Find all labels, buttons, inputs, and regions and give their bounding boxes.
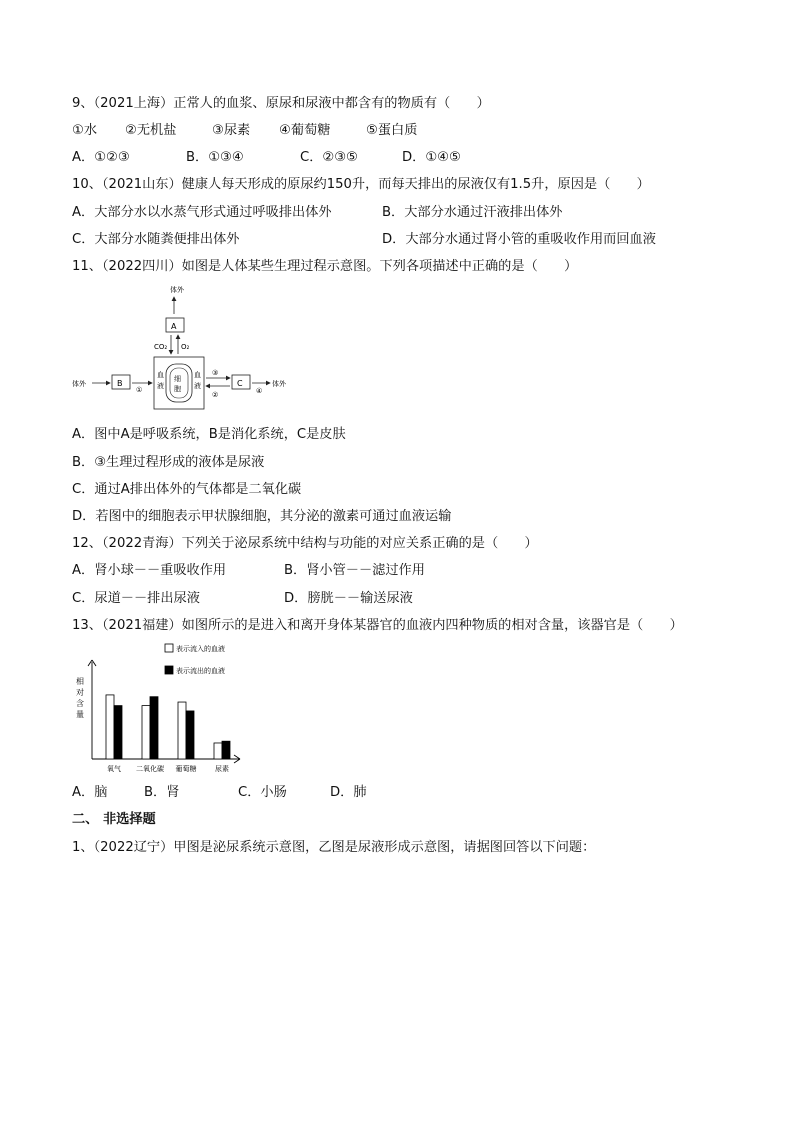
bar-inflow-1: [142, 706, 150, 759]
o2-label: O₂: [181, 343, 190, 351]
q9-option-d[interactable]: D．①④⑤: [402, 150, 461, 165]
q9-item-2: ②无机盐: [125, 123, 177, 138]
cell-char-1: 细: [174, 375, 181, 383]
x-tick-label: 葡萄糖: [175, 765, 197, 773]
q10-stem: 10、（2021山东）健康人每天形成的原尿约150升，而每天排出的尿液仅有1.5升，原因是（ ）: [72, 177, 650, 192]
q10-option-c[interactable]: C．大部分水随粪便排出体外: [72, 232, 240, 247]
cell-char-2: 胞: [174, 385, 181, 393]
y-label-char: 相: [76, 677, 84, 686]
bar-outflow-2: [186, 711, 194, 759]
y-axis-label: [76, 676, 84, 719]
co2-label: CO₂: [154, 343, 168, 351]
bar-outflow-3: [222, 741, 230, 759]
blood-right-1: 血: [194, 371, 201, 379]
blood-right-2: 液: [194, 382, 201, 390]
x-tick-label: 二氧化碳: [136, 765, 164, 773]
bar-inflow-3: [214, 743, 222, 759]
blood-content-bar-chart: [70, 640, 260, 775]
q11-option-d[interactable]: D．若图中的细胞表示甲状腺细胞，其分泌的激素可通过血液运输: [72, 509, 452, 524]
q12-option-b[interactable]: B．肾小管－－滤过作用: [284, 563, 425, 578]
num-1: ①: [136, 386, 143, 394]
q11-option-c[interactable]: C．通过A排出体外的气体都是二氧化碳: [72, 482, 302, 497]
q12-option-d[interactable]: D．膀胱－－输送尿液: [284, 591, 413, 606]
q-last-stem: 1、（2022辽宁）甲图是泌尿系统示意图，乙图是尿液形成示意图，请据图回答以下问题：: [72, 840, 596, 855]
q11-stem: 11、（2022四川）如图是人体某些生理过程示意图。下列各项描述中正确的是（ ）: [72, 259, 578, 274]
q9-stem: 9、（2021上海）正常人的血浆、原尿和尿液中都含有的物质有（ ）: [72, 96, 490, 111]
q13-stem: 13、（2021福建）如图所示的是进入和离开身体某器官的血液内四种物质的相对含量，该器官是（ ）: [72, 618, 683, 633]
q13-option-a[interactable]: A．脑: [72, 785, 108, 800]
q10-option-b[interactable]: B．大部分水通过汗液排出体外: [382, 205, 563, 220]
bar-outflow-1: [150, 697, 158, 759]
q11-option-a[interactable]: A．图中A是呼吸系统，B是消化系统，C是皮肤: [72, 427, 346, 442]
q9-item-1: ①水: [72, 123, 98, 138]
num-4: ④: [256, 387, 263, 395]
q12-option-c[interactable]: C．尿道－－排出尿液: [72, 591, 200, 606]
q9-item-5: ⑤蛋白质: [366, 123, 418, 138]
q10-option-d[interactable]: D．大部分水通过肾小管的重吸收作用而回血液: [382, 232, 656, 247]
blood-left-2: 液: [157, 382, 164, 390]
num-3: ③: [212, 369, 219, 377]
q9-item-3: ③尿素: [212, 123, 251, 138]
legend-swatch-inflow: [165, 644, 173, 652]
num-2: ②: [212, 391, 219, 399]
q9-option-a[interactable]: A．①②③: [72, 150, 130, 165]
bar-inflow-0: [106, 695, 114, 759]
outside-left-label: 体外: [72, 380, 86, 388]
legend-label-outflow: 表示流出的血液: [176, 667, 225, 675]
q11-option-b[interactable]: B．③生理过程形成的液体是尿液: [72, 455, 265, 470]
q13-option-b[interactable]: B．肾: [144, 785, 180, 800]
q12-stem: 12、（2022青海）下列关于泌尿系统中结构与功能的对应关系正确的是（ ）: [72, 536, 538, 551]
q13-option-c[interactable]: C．小肠: [238, 785, 287, 800]
q12-option-a[interactable]: A．肾小球－－重吸收作用: [72, 563, 227, 578]
y-label-char: 量: [76, 710, 84, 719]
box-a-label: A: [171, 322, 177, 331]
q9-option-c[interactable]: C．②③⑤: [300, 150, 358, 165]
box-c-label: C: [237, 379, 243, 388]
physiology-diagram: [70, 282, 300, 417]
q9-item-4: ④葡萄糖: [279, 123, 331, 138]
legend-label-inflow: 表示流入的血液: [176, 645, 225, 653]
q13-option-d[interactable]: D．肺: [330, 785, 367, 800]
y-label-char: 对: [76, 688, 84, 697]
x-tick-label: 尿素: [215, 765, 229, 773]
x-tick-label: 氧气: [107, 765, 121, 773]
outside-top-label: 体外: [170, 286, 184, 294]
bar-inflow-2: [178, 702, 186, 759]
bar-outflow-0: [114, 706, 122, 759]
y-label-char: 含: [76, 699, 84, 708]
blood-left-1: 血: [157, 371, 164, 379]
outside-right-label: 体外: [272, 380, 286, 388]
section-title: 二、 非选择题: [72, 812, 156, 827]
legend-swatch-outflow: [165, 666, 173, 674]
q9-option-b[interactable]: B．①③④: [186, 150, 244, 165]
box-b-label: B: [117, 379, 123, 388]
q10-option-a[interactable]: A．大部分水以水蒸气形式通过呼吸排出体外: [72, 205, 332, 220]
